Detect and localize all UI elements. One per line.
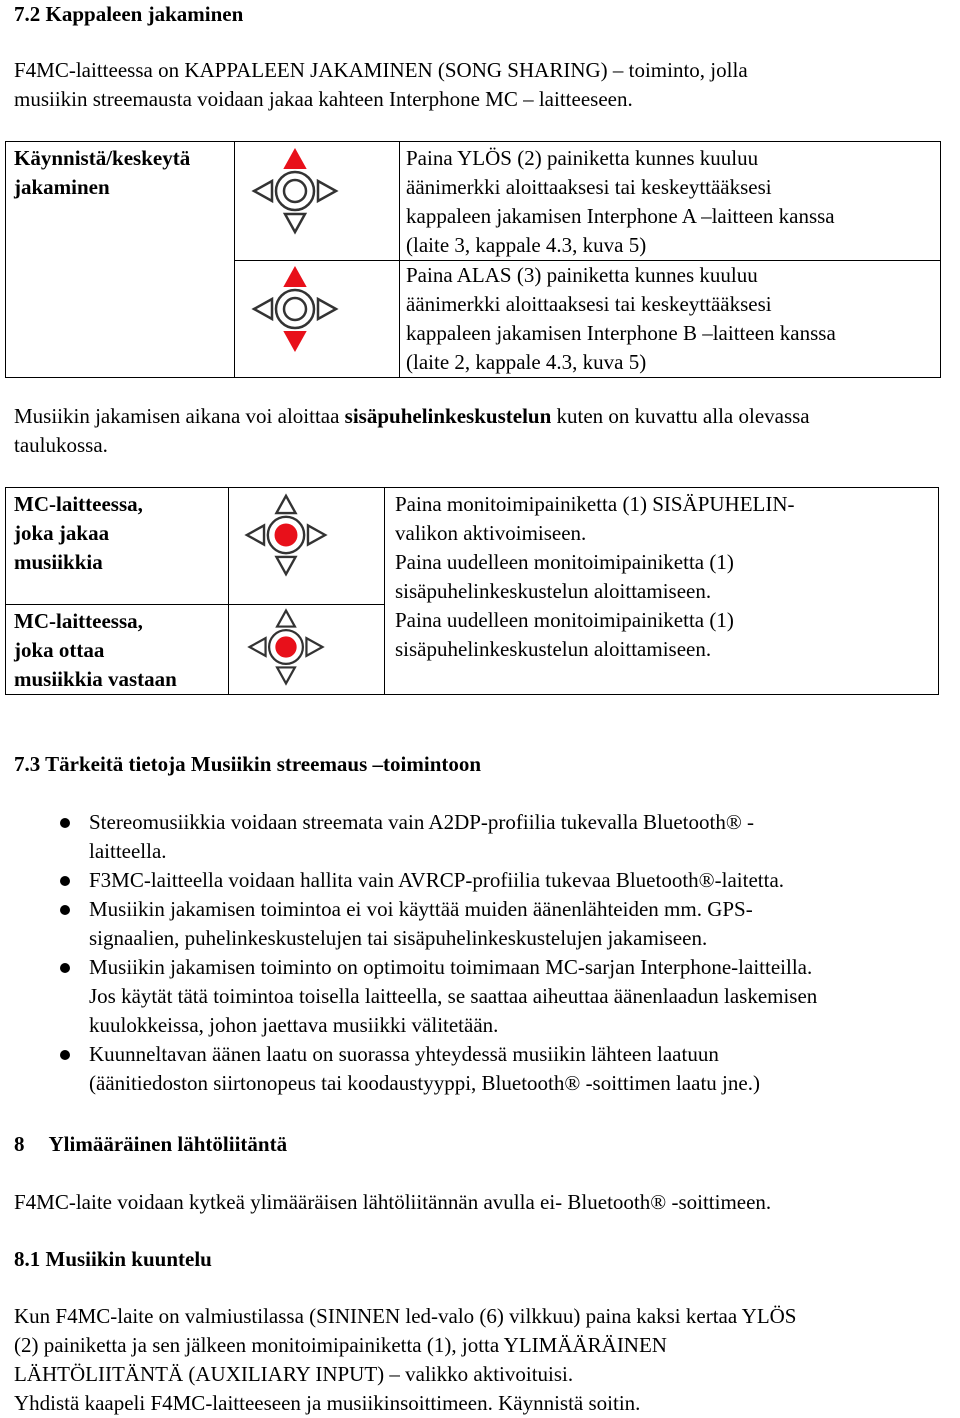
intro-paragraph xyxy=(14,56,748,114)
intro-line: musiikin streemausta voidaan jakaa kahteen Interphone MC – laitteeseen. xyxy=(14,87,633,111)
intercom-text: Musiikin jakamisen aikana voi aloittaa xyxy=(14,404,345,428)
table1-icon-cell xyxy=(235,142,400,261)
list-item xyxy=(14,953,960,1040)
section-8-1-paragraph xyxy=(14,1302,797,1418)
song-sharing-table xyxy=(5,141,941,378)
bullet-icon xyxy=(60,1050,70,1060)
center-highlighted-control-icon xyxy=(243,492,329,578)
section-heading-8 xyxy=(14,1130,287,1159)
table2-text-line: sisäpuhelinkeskustelun aloittamiseen. xyxy=(395,579,712,603)
table2-icon-cell xyxy=(229,605,385,695)
intercom-line: taulukossa. xyxy=(14,433,108,457)
intercom-text: kuten on kuvattu alla olevassa xyxy=(551,404,810,428)
bullet-icon xyxy=(60,876,70,886)
table2-label-cell xyxy=(6,605,229,695)
list-item-line: Stereomusiikkia voidaan streemata vain A2DP-profiilia tukevalla Bluetooth® - xyxy=(89,810,755,834)
section-8-text: F4MC-laite voidaan kytkeä ylimääräisen lähtöliitännän avulla ei- Bluetooth® -soittimeen. xyxy=(14,1190,772,1214)
table2-icon-cell xyxy=(229,488,385,605)
table1-row2-line: äänimerkki aloittaaksesi tai keskeyttääksesi xyxy=(406,292,772,316)
section-heading-8-1: 8.1 Musiikin kuuntelu xyxy=(14,1247,212,1271)
table1-icon-cell xyxy=(235,261,400,378)
paragraph-line: Kun F4MC-laite on valmiustilassa (SININEN led-valo (6) vilkkuu) paina kaksi kertaa YLÖS xyxy=(14,1304,797,1328)
list-item-line: Musiikin jakamisen toimintoa ei voi käyttää muiden äänenlähteiden mm. GPS- xyxy=(89,897,753,921)
intercom-bold-text: sisäpuhelinkeskustelun xyxy=(344,404,552,428)
intercom-line xyxy=(14,402,960,431)
list-item-line: Jos käytät tätä toimintoa toisella laitteella, se saattaa aiheuttaa äänenlaadun laskemisen xyxy=(89,984,818,1008)
list-item-line: Kuunneltavan äänen laatu on suorassa yhteydessä musiikin lähteen laatuun xyxy=(89,1042,719,1066)
section-title: Ylimääräinen lähtöliitäntä xyxy=(48,1132,288,1156)
list-item xyxy=(14,895,960,953)
table2-text-line: valikon aktivoimiseen. xyxy=(395,521,587,545)
table1-text-cell xyxy=(400,142,941,261)
intercom-table xyxy=(5,487,939,695)
table1-label-cell xyxy=(6,142,235,378)
section-heading-7-2: 7.2 Kappaleen jakaminen xyxy=(14,2,244,26)
paragraph-line: LÄHTÖLIITÄNTÄ (AUXILIARY INPUT) – valikko aktivoituisi. xyxy=(14,1362,574,1386)
list-item-line: (äänitiedoston siirtonopeus tai koodaustyyppi, Bluetooth® -soittimen laatu jne.) xyxy=(89,1071,760,1095)
paragraph-line: Yhdistä kaapeli F4MC-laitteeseen ja musiikinsoittimeen. Käynnistä soitin. xyxy=(14,1391,641,1415)
up-highlighted-control-icon xyxy=(250,146,340,236)
table1-row1-line: (laite 3, kappale 4.3, kuva 5) xyxy=(406,233,647,257)
table2-label-line: musiikkia vastaan xyxy=(14,667,177,691)
table1-row1-line: kappaleen jakamisen Interphone A –laitteen kanssa xyxy=(406,204,835,228)
section-heading-7-3: 7.3 Tärkeitä tietoja Musiikin streemaus –toimintoon xyxy=(14,752,482,776)
center-highlighted-control-icon xyxy=(246,607,326,687)
paragraph-line: (2) painiketta ja sen jälkeen monitoimipainiketta (1), jotta YLIMÄÄRÄINEN xyxy=(14,1333,667,1357)
table2-text-line: Paina uudelleen monitoimipainiketta (1) xyxy=(395,608,734,632)
list-item xyxy=(14,866,960,895)
section-number: 8 xyxy=(14,1132,25,1156)
bullet-icon xyxy=(60,905,70,915)
table2-label-cell xyxy=(6,488,229,605)
table1-label-line: Käynnistä/keskeytä xyxy=(14,146,191,170)
down-highlighted-control-icon xyxy=(250,264,340,354)
table2-text-line: Paina monitoimipainiketta (1) SISÄPUHELIN- xyxy=(395,492,795,516)
table1-label-line: jakaminen xyxy=(14,175,110,199)
table2-text-line: Paina uudelleen monitoimipainiketta (1) xyxy=(395,550,734,574)
list-item-line: kuulokkeissa, johon jaettava musiikki välitetään. xyxy=(89,1013,499,1037)
list-item xyxy=(14,1040,960,1098)
table1-row2-line: (laite 2, kappale 4.3, kuva 5) xyxy=(406,350,647,374)
intercom-paragraph xyxy=(14,402,960,460)
table2-label-line: musiikkia xyxy=(14,550,103,574)
table1-row1-line: äänimerkki aloittaaksesi tai keskeyttääksesi xyxy=(406,175,772,199)
table2-text-line: sisäpuhelinkeskustelun aloittamiseen. xyxy=(395,637,712,661)
table1-text-cell xyxy=(400,261,941,378)
list-item-line: laitteella. xyxy=(89,839,167,863)
table2-label-line: joka jakaa xyxy=(14,521,110,545)
list-item-line: signaalien, puhelinkeskustelujen tai sisäpuhelinkeskustelujen jakamiseen. xyxy=(89,926,708,950)
table1-row2-line: kappaleen jakamisen Interphone B –laitteen kanssa xyxy=(406,321,836,345)
important-info-list xyxy=(14,808,960,1098)
list-item-line: Musiikin jakamisen toiminto on optimoitu toimimaan MC-sarjan Interphone-laitteilla. xyxy=(89,955,813,979)
bullet-icon xyxy=(60,963,70,973)
table1-row1-line: Paina YLÖS (2) painiketta kunnes kuuluu xyxy=(406,146,759,170)
list-item xyxy=(14,808,960,866)
intro-line: F4MC-laitteessa on KAPPALEEN JAKAMINEN (SONG SHARING) – toiminto, jolla xyxy=(14,58,748,82)
bullet-icon xyxy=(60,818,70,828)
table2-text-cell xyxy=(385,488,939,695)
list-item-line: F3MC-laitteella voidaan hallita vain AVRCP-profiilia tukevaa Bluetooth®-laitetta. xyxy=(89,868,785,892)
table2-label-line: MC-laitteessa, xyxy=(14,492,143,516)
table2-label-line: MC-laitteessa, xyxy=(14,609,143,633)
table1-row2-line: Paina ALAS (3) painiketta kunnes kuuluu xyxy=(406,263,758,287)
table2-label-line: joka ottaa xyxy=(14,638,105,662)
